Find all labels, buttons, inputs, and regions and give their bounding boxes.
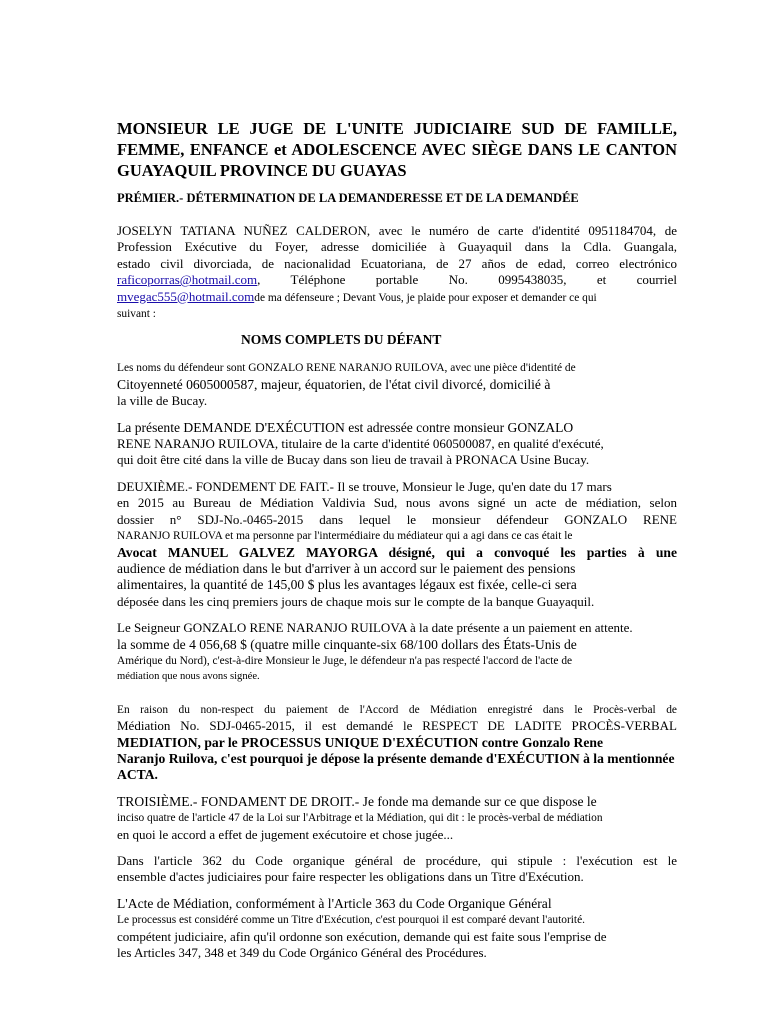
text-line: L'Acte de Médiation, conformément à l'Article 363 du Code Organique Général	[117, 895, 552, 911]
text-line: En raison du non-respect du paiement de l'Accord de Médiation enregistré dans le Procès-verbal de	[117, 703, 677, 716]
text-line: alimentaires, la quantité de 145,00 $ plus les avantages légaux est fixée, celle-ci sera	[117, 577, 577, 593]
text-line: DEUXIÈME.- FONDEMENT DE FAIT.- Il se trouve, Monsieur le Juge, qu'en date du 17 mars	[117, 478, 612, 494]
text-line: la ville de Bucay.	[117, 393, 208, 409]
text-line: compétent judiciaire, afin qu'il ordonne son exécution, demande qui est faite sous l'emprise de	[117, 928, 607, 944]
text-line: médiation que nous avons signée.	[117, 671, 260, 683]
section-heading-defendant: NOMS COMPLETS DU DÉFANT	[241, 332, 442, 348]
paragraph-article-363	[117, 896, 677, 962]
text-line: les Articles 347, 348 et 349 du Code Orgánico Général des Procédures.	[117, 945, 487, 961]
email-link-1[interactable]: raficoporras@hotmail.com	[117, 272, 258, 288]
text-line: Dans l'article 362 du Code organique général de procédure, qui stipule : l'exécution est le	[117, 853, 677, 868]
text-line: de ma défenseure ; Devant Vous, je plaide pour exposer et demander ce qui	[254, 291, 597, 304]
text-line: RENE NARANJO RUILOVA, titulaire de la carte d'identité 060500087, en qualité d'exécuté,	[117, 436, 604, 452]
text-line: la somme de 4 056,68 $ (quatre mille cinquante-six 68/100 dollars des États-Unis de	[117, 636, 577, 652]
paragraph-facts	[117, 479, 677, 610]
text-line: estado civil divorciada, de nacionalidad Ecuatoriana, de 27 años de edad, correo electrónico	[117, 255, 677, 271]
text-line: Le processus est considéré comme un Titre d'Exécution, c'est pourquoi il est comparé devant l'autorité.	[117, 914, 585, 927]
text-line: ensemble d'actes judiciaires pour faire respecter les obligations dans un Titre d'Exécution.	[117, 869, 584, 885]
text-line: Profession Exécutive du Foyer, adresse domiciliée à Guayaquil dans la Cdla. Guangala,	[117, 239, 677, 255]
text-line-bold: Avocat MANUEL GALVEZ MAYORGA désigné, qui a convoqué les parties à une	[117, 544, 677, 560]
paragraph-defendant-names	[117, 360, 677, 409]
document-page	[117, 118, 677, 971]
text-line-bold: Naranjo Ruilova, c'est pourquoi je dépose la présente demande d'EXÉCUTION à la mentionnée	[117, 750, 675, 766]
paragraph-non-compliance	[117, 702, 677, 784]
paragraph-plaintiff	[117, 223, 677, 322]
text-line: inciso quatre de l'article 47 de la Loi sur l'Arbitrage et la Médiation, qui dit : le procès-verbal de médiation	[117, 812, 603, 825]
text-line: audience de médiation dans le but d'arriver à un accord sur le paiement des pensions	[117, 560, 576, 576]
text-line: La présente DEMANDE D'EXÉCUTION est adressée contre monsieur GONZALO	[117, 419, 574, 435]
text-line-bold: ACTA.	[117, 767, 158, 783]
text-line: Le Seigneur GONZALO RENE NARANJO RUILOVA à la date présente a un paiement en attente.	[117, 620, 633, 636]
paragraph-pending-payment	[117, 620, 677, 686]
text-line: Amérique du Nord), c'est-à-dire Monsieur le Juge, le défendeur n'a pas respecté l'accord de l'acte de	[117, 654, 573, 667]
section-heading-first: PRÉMIER.- DÉTERMINATION DE LA DEMANDERESSE ET DE LA DEMANDÉE	[117, 191, 579, 205]
text-line: TROISIÈME.- FONDAMENT DE DROIT.- Je fonde ma demande sur ce que dispose le	[117, 793, 597, 809]
text-line: JOSELYN TATIANA NUÑEZ CALDERON, avec le numéro de carte d'identité 0951184704, de	[117, 223, 677, 238]
paragraph-legal-basis	[117, 794, 677, 843]
text-line-bold: MEDIATION, par le PROCESSUS UNIQUE D'EXÉCUTION contre Gonzalo Rene	[117, 734, 604, 750]
paragraph-article-362	[117, 853, 677, 886]
text-line: suivant :	[117, 308, 156, 321]
text-line: , Téléphone portable No. 0995438035, et courriel	[257, 272, 677, 288]
text-line: qui doit être cité dans la ville de Bucay dans son lieu de travail à PRONACA Usine Bucay.	[117, 452, 590, 468]
paragraph-execution-request	[117, 420, 677, 469]
text-line: dossier n° SDJ-No.-0465-2015 dans lequel le monsieur défendeur GONZALO RENE	[117, 511, 677, 527]
text-line: Citoyenneté 0605000587, majeur, équatorien, de l'état civil divorcé, domicilié à	[117, 376, 551, 392]
email-link-2[interactable]: mvegac555@hotmail.com	[117, 288, 255, 304]
text-line: Médiation No. SDJ-0465-2015, il est demandé le RESPECT DE LADITE PROCÈS-VERBAL	[117, 718, 677, 734]
text-line: Les noms du défendeur sont GONZALO RENE NARANJO RUILOVA, avec une pièce d'identité de	[117, 362, 576, 375]
text-line: déposée dans les cinq premiers jours de chaque mois sur le compte de la banque Guayaquil.	[117, 593, 595, 609]
text-line: en 2015 au Bureau de Médiation Valdivia Sud, nous avons signé un acte de médiation, selon	[117, 495, 677, 511]
text-line: en quoi le accord a effet de jugement exécutoire et chose jugée...	[117, 826, 454, 842]
text-line: NARANJO RUILOVA et ma personne par l'intermédiaire du médiateur qui a agi dans ce cas était le	[117, 530, 573, 543]
document-title: MONSIEUR LE JUGE DE L'UNITE JUDICIAIRE SUD DE FAMILLE, FEMME, ENFANCE et ADOLESCENCE AVEC SIÈGE DANS LE CANTON GUAYAQUIL PROVINCE DU GUAYAS	[117, 119, 677, 180]
